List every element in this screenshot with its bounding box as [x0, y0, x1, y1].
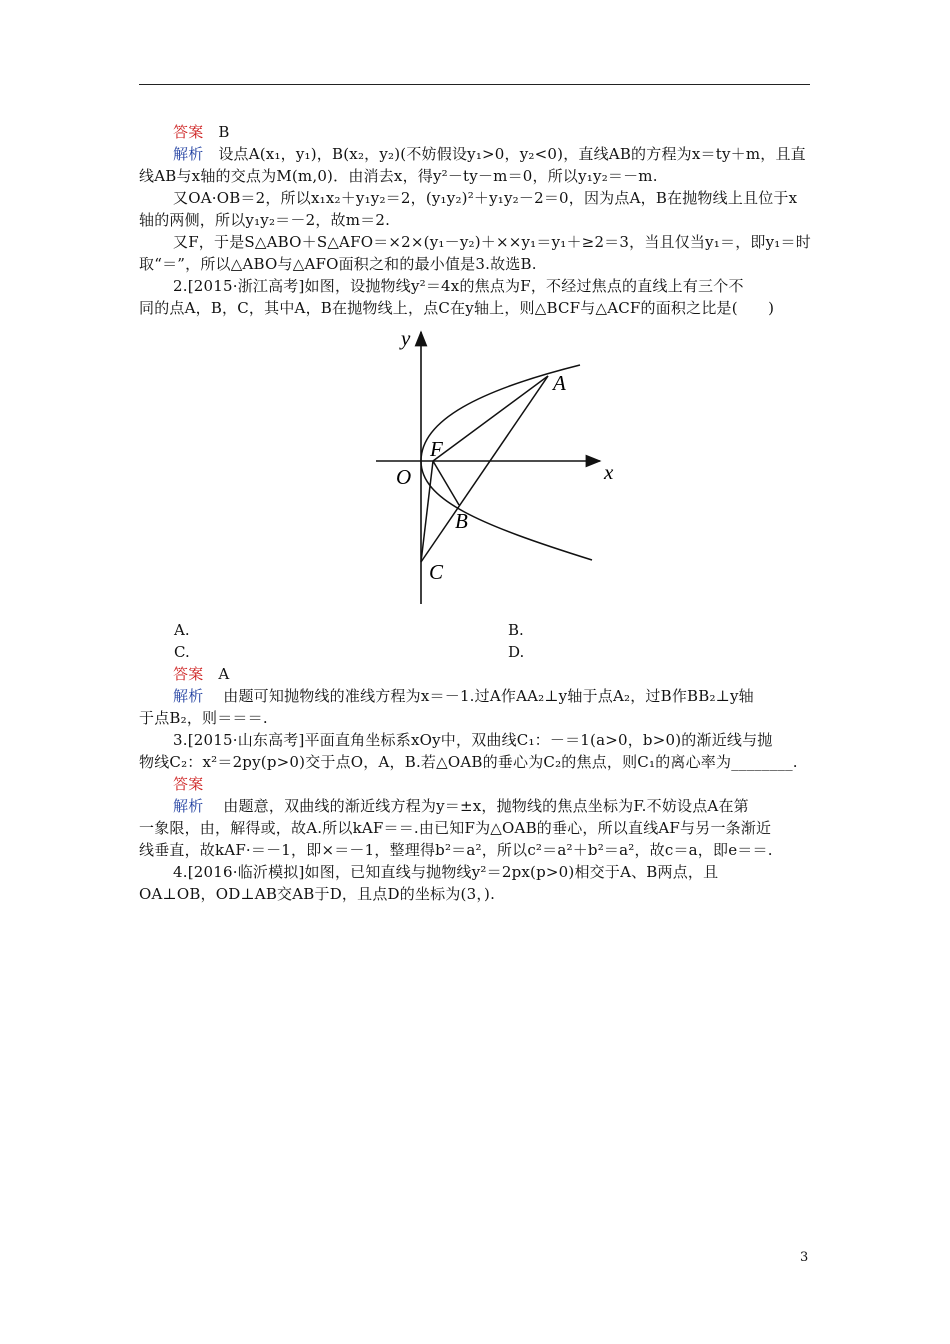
question-4-stem: 4.[2016·临沂模拟]如图，已知直线与抛物线y²＝2px(p>0)相交于A、B两点，且 — [173, 863, 719, 881]
text-line: 取“＝”，所以△ABO与△AFO面积之和的最小值是3.故选B. — [139, 255, 537, 273]
header-rule — [139, 84, 810, 85]
line-fb — [433, 461, 459, 505]
answer-value: B — [218, 123, 230, 141]
point-b-label: B — [455, 509, 468, 533]
analysis-text: 设点A(x₁，y₁)，B(x₂，y₂)(不妨假设y₁>0，y₂<0)，直线AB的方程为x＝ty＋m，且直 — [218, 145, 806, 163]
answer-value: A — [218, 665, 230, 683]
answer-line-1 — [139, 121, 845, 143]
question-3-stem: 3.[2015·山东高考]平面直角坐标系xOy中，双曲线C₁：－＝1(a>0，b>0)的渐近线与抛 — [173, 731, 773, 749]
text-line: 于点B₂，则＝＝＝. — [139, 709, 268, 727]
focus-label: F — [430, 437, 443, 461]
text-line: 又OA·OB＝2，所以x₁x₂＋y₁y₂＝2，(y₁y₂)²＋y₁y₂－2＝0，因为点A，B在抛物线上且位于x — [173, 189, 798, 207]
text-line: 线AB与x轴的交点为M(m,0)．由消去x，得y²－ty－m＝0，所以y₁y₂＝－m. — [139, 167, 658, 185]
option-d: D. — [508, 643, 525, 661]
answer-line-3 — [139, 773, 845, 795]
option-c: C. — [174, 643, 190, 661]
parabola-curve — [421, 365, 592, 560]
origin-label: O — [396, 465, 412, 489]
parabola-figure — [360, 322, 630, 612]
axis-x-label: x — [604, 460, 614, 484]
text-line: 轴的两侧，所以y₁y₂＝－2，故m＝2. — [139, 211, 391, 229]
analysis-line-2 — [139, 685, 845, 707]
text-line: 线垂直，故kAF·＝－1，即×＝－1，整理得b²＝a²，所以c²＝a²＋b²＝a²，故c＝a，即e＝＝. — [139, 841, 773, 859]
analysis-label: 解析 — [173, 797, 204, 815]
question-4-stem-cont: OA⊥OB，OD⊥AB交AB于D，且点D的坐标为(3，). — [139, 885, 496, 903]
point-c-label: C — [429, 560, 444, 584]
line-ac — [421, 376, 548, 562]
option-a: A. — [174, 621, 190, 639]
analysis-line-1 — [139, 143, 845, 165]
analysis-text: 由题意，双曲线的渐近线方程为y＝±x，抛物线的焦点坐标为F.不妨设点A在第 — [223, 797, 749, 815]
point-a-label: A — [553, 371, 566, 395]
line-fa — [433, 376, 548, 461]
answer-label: 答案 — [173, 775, 204, 793]
answer-label: 答案 — [173, 665, 204, 683]
question-3-stem-cont: 物线C₂：x²＝2py(p>0)交于点O，A，B.若△OAB的垂心为C₂的焦点，则C₁的离心率为________. — [139, 753, 798, 771]
answer-label: 答案 — [173, 123, 204, 141]
analysis-text: 由题可知抛物线的准线方程为x＝－1.过A作AA₂⊥y轴于点A₂，过B作BB₂⊥y轴 — [223, 687, 754, 705]
analysis-line-3 — [139, 795, 845, 817]
text-line: 又F，于是S△ABO＋S△AFO＝×2×(y₁－y₂)＋××y₁＝y₁＋≥2＝3，当且仅当y₁＝，即y₁＝时 — [173, 233, 811, 251]
text-line: 一象限，由，解得或，故A.所以kAF＝＝.由已知F为△OAB的垂心，所以直线AF与另一条渐近 — [139, 819, 772, 837]
question-2-stem-cont: 同的点A，B，C，其中A，B在抛物线上，点C在y轴上，则△BCF与△ACF的面积之比是( ) — [139, 299, 775, 317]
page-number: 3 — [800, 1250, 809, 1265]
option-b: B. — [508, 621, 524, 639]
question-2-stem: 2.[2015·浙江高考]如图，设抛物线y²＝4x的焦点为F，不经过焦点的直线上有三个不 — [173, 277, 744, 295]
analysis-label: 解析 — [173, 145, 204, 163]
axis-y-label: y — [401, 326, 411, 350]
answer-line-2 — [139, 663, 845, 685]
analysis-label: 解析 — [173, 687, 204, 705]
